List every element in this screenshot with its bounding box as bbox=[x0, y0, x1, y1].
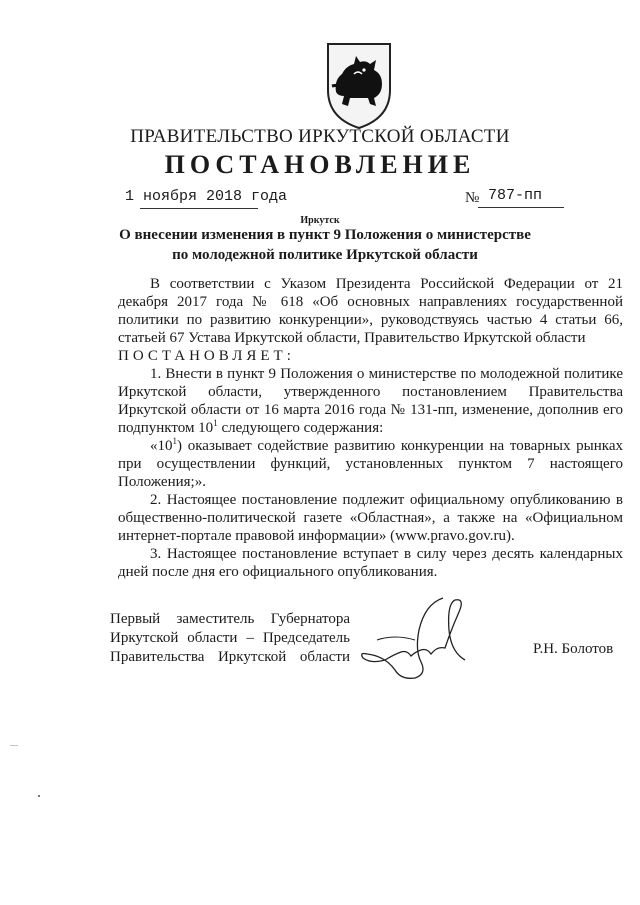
quote-paragraph bbox=[118, 437, 623, 491]
item-1-text-end: следующего содержания: bbox=[217, 420, 384, 436]
coat-of-arms-emblem bbox=[320, 40, 398, 130]
quote-start: «10 bbox=[150, 438, 173, 454]
number-underline bbox=[478, 207, 564, 208]
item-1-text: 1. Внести в пункт 9 Положения о министерстве по молодежной политике Иркутской области, утвержденного постановлением Правительства Иркутской области от 16 марта 2016 года № 131-пп, изменение, дополнив его подпунктом 10 bbox=[118, 366, 623, 436]
signatory-name: Р.Н. Болотов bbox=[533, 641, 614, 657]
signatory-title bbox=[110, 610, 350, 667]
preamble-text-end: статьей 67 Устава Иркутской области, Правительство Иркутской области bbox=[118, 330, 586, 346]
scan-artifact-dot bbox=[38, 795, 40, 797]
signatory-title-line-3: Правительства Иркутской области bbox=[110, 649, 350, 665]
document-type-title: ПОСТАНОВЛЕНИЕ bbox=[164, 150, 476, 179]
scan-artifact-dash: — bbox=[10, 740, 18, 749]
document-body bbox=[118, 275, 623, 581]
quote-text: ) оказывает содействие развитию конкуренции на товарных рынках при осуществлении функций, установленных пунктом 7 настоящего Положения;». bbox=[118, 438, 623, 490]
item-2-paragraph: 2. Настоящее постановление подлежит официальному опубликованию в общественно-политической газете «Областная», а также на «Официальном интернет-портале правовой информации» (www.pravo.gov.ru). bbox=[118, 492, 623, 544]
city-name: Иркутск bbox=[300, 215, 340, 226]
item-1-superscript: 1 bbox=[213, 418, 218, 428]
government-name: ПРАВИТЕЛЬСТВО ИРКУТСКОЙ ОБЛАСТИ bbox=[130, 126, 510, 147]
decides-heading: ПОСТАНОВЛЯЕТ: bbox=[118, 348, 295, 364]
signatory-title-line-1: Первый заместитель Губернатора bbox=[110, 611, 350, 627]
document-date: 1 ноября 2018 года bbox=[125, 188, 288, 205]
document-subject: О внесении изменения в пункт 9 Положения о министерстве по молодежной политике Иркутской области bbox=[119, 227, 531, 263]
document-number: 787-пп bbox=[488, 187, 543, 204]
number-sign: № bbox=[465, 190, 480, 206]
item-3-paragraph: 3. Настоящее постановление вступает в силу через десять календарных дней после дня его официального опубликования. bbox=[118, 546, 623, 580]
handwritten-signature bbox=[355, 590, 485, 685]
preamble-text: В соответствии с Указом Президента Российской Федерации от 21 декабря 2017 года № 618 «Об основных направлениях государственной политики по развитию конкуренции», руководствуясь частью 4 статьи 66, bbox=[118, 276, 623, 328]
date-underline bbox=[140, 208, 258, 209]
item-1-paragraph bbox=[118, 365, 623, 437]
quote-superscript: 1 bbox=[172, 436, 177, 446]
preamble-paragraph bbox=[118, 275, 623, 347]
signatory-title-line-2: Иркутской области – Председатель bbox=[110, 630, 350, 646]
